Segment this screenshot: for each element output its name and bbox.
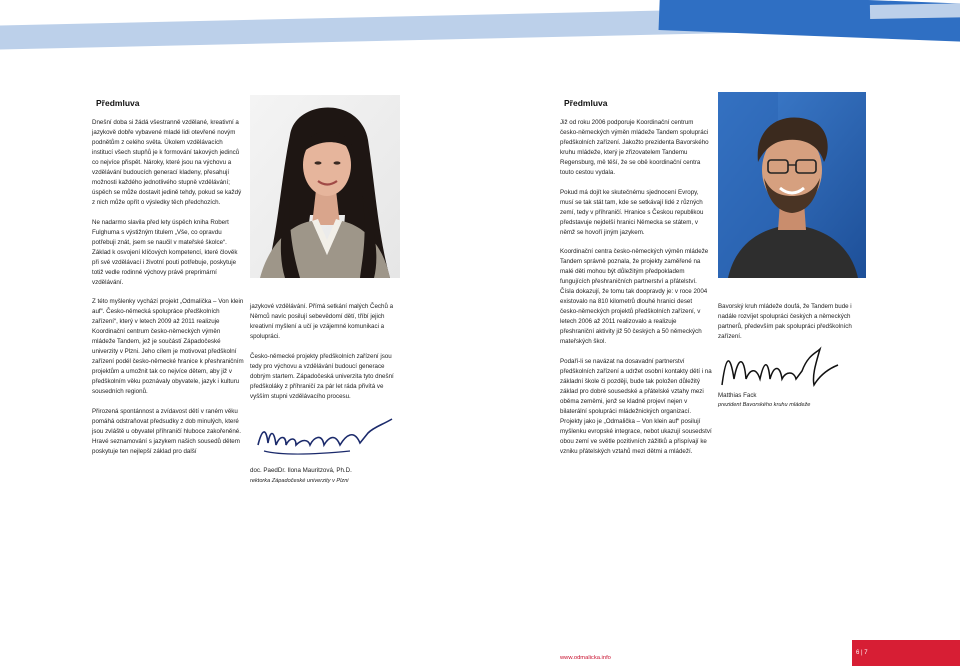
left-paragraph: Přirozená spontánnost a zvídavost dětí v raném věku pomáhá odstraňovat předsudky z dob minulých, které jsou zvláště u obyvatel příhraničí hluboce zakořeněné. Hravé seznamování s jazykem našich sousedů dětem poskytuje ten nejlepší základ pro další [92, 407, 241, 455]
right-heading: Předmluva [564, 98, 608, 108]
signature-role-president: prezident Bavorského kruhu mládeže [718, 402, 811, 408]
left-paragraph: Z této myšlenky vychází projekt „Odmalička – Von klein auf“. Česko-německá spolupráce předškolních zařízení“, který v letech 2009 až 2011 realizuje Koordinační centrum česko-německých výměn mládeže Tandem, jež je součástí Západočeské univerzity v Plzni. Jeho cílem je motivovat předškolní zařízení podél česko-německé hranice k přeshraničním projektům a umožnit tak co nejvíce dětem, aby již v předškolním věku poznávaly obyvatele, jazyk i kulturu sousedních regionů. [92, 298, 244, 395]
right-column-2 [718, 302, 868, 342]
portrait-photo-rector [250, 95, 400, 278]
left-column-2 [250, 302, 400, 402]
signature-name-president: Matthias Fack [718, 392, 757, 399]
left-paragraph: Dnešní doba si žádá všestranně vzdělané, kreativní a jazykově dobře vybavené mladé lidi otevřené novým podnětům z celého světa. Úkolem vzdělávacích institucí všech stupňů je k formování takových jedinců co nejvíce přispět. Nároky, které jsou na výchovu a vzdělávání budoucích generací kladeny, přesahují možnosti každého jednotlivého stupně vzdělávání; úspěch se může dostavit jedině tehdy, pokud se každý z nich může opřít o výsledky těch předchozích. [92, 119, 242, 206]
left-paragraph: Česko-německé projekty předškolních zařízení jsou tedy pro výchovu a vzdělávání budoucí generace dobrým startem. Západočeská univerzita tyto dnešní předškoláky z příhraničí za pár let ráda přivítá ve vyšším stupni vzdělávacího procesu. [250, 352, 394, 400]
left-heading: Předmluva [96, 98, 140, 108]
signature-role-rector: rektorka Západočeské univerzity v Plzni [250, 478, 349, 484]
footer-website-link[interactable]: www.odmalicka.info [560, 655, 611, 661]
top-band-light-right [870, 3, 960, 19]
right-paragraph: Již od roku 2006 podporuje Koordinační centrum česko-německých výměn mládeže Tandem spolupráci předškolních zařízení. Jakožto prezidenta Bavorského kruhu mládeže, který je zřizovatelem Tandemu Regensburg, mě těší, že se obě koordinační centra touto cestou vydala. [560, 119, 709, 176]
portrait-photo-president [718, 92, 866, 278]
signature-name-rector: doc. PaedDr. Ilona Mauritzová, Ph.D. [250, 467, 352, 474]
right-paragraph: Podaří-li se navázat na dosavadní partnerství předškolních zařízení a udržet osobní kontakty dětí i na základní škole či později, bude tak položen důležitý základ pro dobré sousedské a přátelské vztahy mezi oběma zeměmi, jenž se kladně projeví nejen v bilaterální spolupráci mládežnických organizací. Projekty jako je „Odmalička – Von klein auf“ posilují myšlenku evropské integrace, nebot ukazují sousedství obou zemí ve světle pozitivních zážitků a přispívají ke vzniku přátelských vztahů mezi dětmi a mládeží. [560, 357, 712, 455]
page-numbers: 6 | 7 [856, 650, 868, 656]
page-number-box [852, 640, 960, 666]
left-paragraph: jazykové vzdělávání. Přímá setkání malých Čechů a Němců navíc posilují sebevědomí dětí, tříbí jejich kreativní myšlení a učí je vzájemné komunikaci a spolupráci. [250, 303, 394, 340]
right-column-1 [560, 118, 712, 457]
left-paragraph: Ne nadarmo slavila před lety úspěch kniha Robert Fulghuma s výstižným titulem „Vše, co opravdu potřebuji znát, jsem se naučil v mateřské školce“. Základ k osvojení klíčových kompetencí, které člověk při své vzdělávací i životní pouti potřebuje, poskytuje totiž vedle rodinné výchovy právě preprimární vzdělávání. [92, 218, 238, 286]
right-paragraph: Bavorský kruh mládeže doufá, že Tandem bude i nadále rozvíjet spolupráci českých a německých partnerů, především pak spolupráci předškolních zařízení. [718, 303, 852, 340]
left-column-1 [92, 118, 244, 457]
right-paragraph: Pokud má dojít ke skutečnému sjednocení Evropy, musí se tak stát tam, kde se setkávají lidé z různých zemí, tedy v příhraničí. Hranice s Českou republikou představuje nejdelší hranici Německa se státem, v němž se hovoří jiným jazykem. [560, 188, 704, 236]
signature-president [716, 345, 846, 393]
right-paragraph: Koordinační centra česko-německých výměn mládeže Tandem správně poznala, že projekty zaměřené na malé děti mohou být důležitým předpokladem fungujících přeshraničních partnerství a přátelství. Čísla dokazují, že tomu tak doopravdy je: v roce 2004 existovalo na 810 kilometrů dlouhé hranici deset česko-německých projektů předškolních zařízení, v letech 2006 až 2011 realizovalo a realizuje přeshraniční aktivity již 50 českých a 50 německých mateřských škol. [560, 248, 709, 345]
signature-rector [250, 415, 400, 465]
